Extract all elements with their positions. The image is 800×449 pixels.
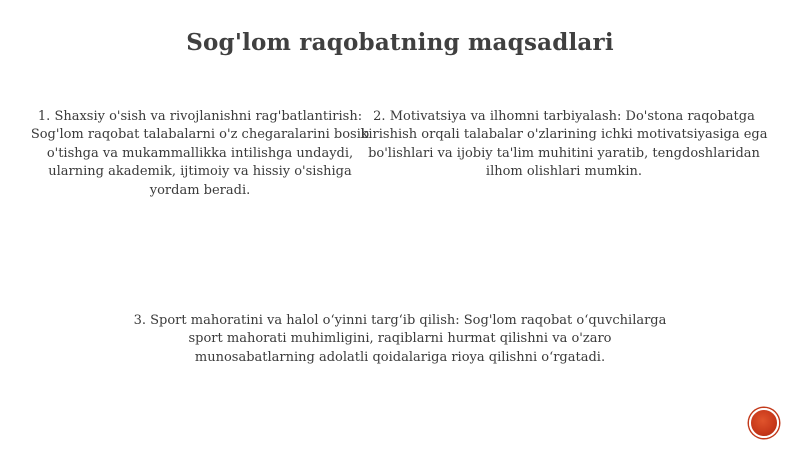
paragraph-motivation: 2. Motivatsiya va ilhomni tarbiyalash: Do'stona raqobatga kirishish orqali talabalar o'zlarining ichki motivatsiyasiga ega bo'lishlari va ijobiy ta'lim muhitini yaratib, tengdoshlaridan ilhom olishlari mumkin.	[360, 109, 768, 180]
paragraph-personal-growth: 1. Shaxsiy o'sish va rivojlanishni rag'batlantirish: Sog'lom raqobat talabalarni o'z chegaralarini bosib o'tishga va mukammallikka intilishga undaydi, ularning akademik, ijtimoiy va hissiy o'sishiga yordam beradi.	[30, 109, 370, 198]
slide-title: Sog'lom raqobatning maqsadlari	[186, 29, 614, 56]
paragraph-sportsmanship: 3. Sport mahoratini va halol o‘yinni targ‘ib qilish: Sog'lom raqobat o‘quvchilarga sport mahorati muhimligini, raqiblarni hurmat qilishni va o'zaro munosabatlarning adolatli qoidalariga rioya qilishni o‘rgatadi.	[133, 313, 667, 365]
circle-button-icon[interactable]	[749, 408, 779, 438]
